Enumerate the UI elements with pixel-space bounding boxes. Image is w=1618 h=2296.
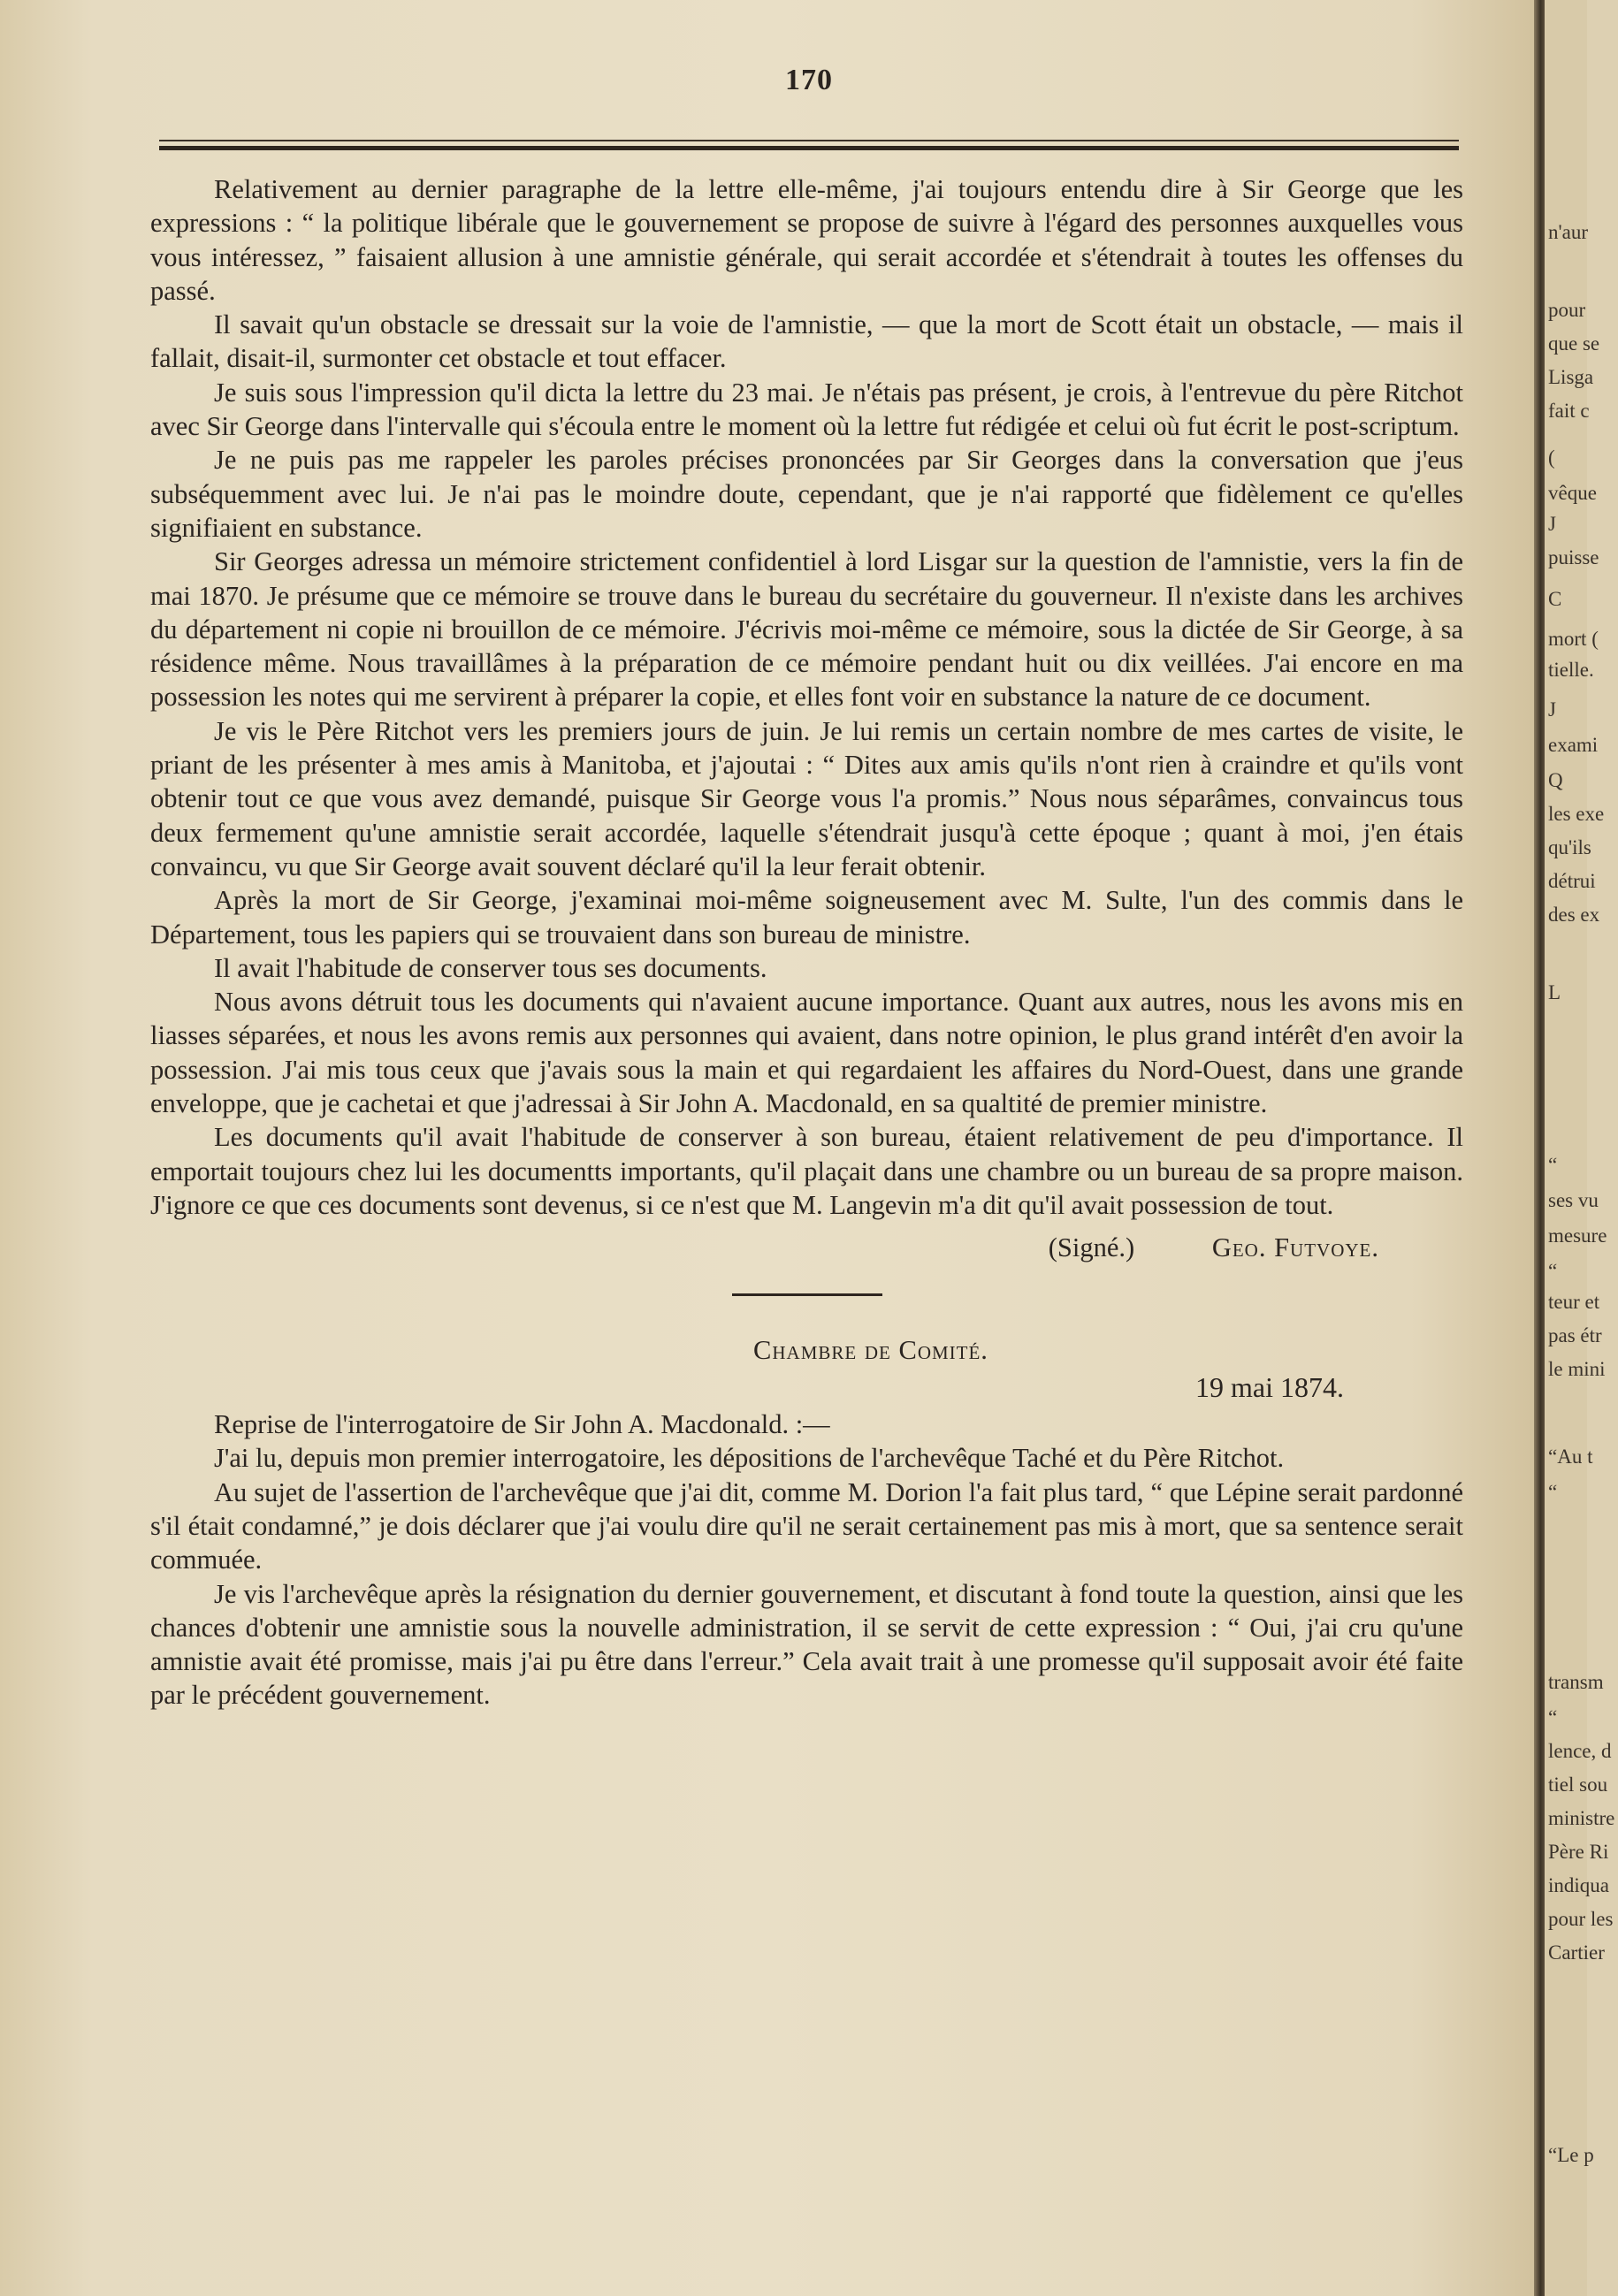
adjacent-fragment: teur et bbox=[1548, 1291, 1600, 1313]
adjacent-fragment: n'aur bbox=[1548, 221, 1589, 243]
adjacent-fragment: puisse bbox=[1548, 546, 1599, 568]
adjacent-fragment: que se bbox=[1548, 332, 1600, 355]
adjacent-fragment: Q bbox=[1548, 769, 1563, 791]
adjacent-fragment: le mini bbox=[1548, 1358, 1606, 1380]
adjacent-fragment: mort ( bbox=[1548, 628, 1599, 650]
adjacent-fragment: qu'ils bbox=[1548, 836, 1591, 858]
adjacent-fragment: lence, d bbox=[1548, 1740, 1612, 1762]
adjacent-fragment: pour bbox=[1548, 299, 1586, 321]
adjacent-fragment: ministre bbox=[1548, 1807, 1615, 1829]
paragraph: Les documents qu'il avait l'habitude de conserver à son bureau, étaient relativement de peu d'importance. Il emportait toujours chez lui les documentts importants, qu'il plaçait dans une chambre ou un bureau de sa propre maison. J'ignore ce que ces documents sont devenus, si ce n'est que M. Langevin m'a dit qu'il avait possession de tout. bbox=[150, 1122, 1463, 1220]
body-text bbox=[150, 172, 1463, 1712]
adjacent-fragment: vêque bbox=[1548, 482, 1597, 504]
adjacent-fragment: ( bbox=[1548, 446, 1555, 469]
adjacent-fragment: tielle. bbox=[1548, 659, 1594, 681]
section-heading: Chambre de Comité. bbox=[753, 1334, 988, 1365]
adjacent-fragment: tiel sou bbox=[1548, 1773, 1608, 1796]
page-number: 170 bbox=[785, 64, 833, 96]
header-rule-top bbox=[159, 140, 1459, 141]
adjacent-fragment: des ex bbox=[1548, 904, 1600, 926]
paragraph: Sir Georges adressa un mémoire strictement confidentiel à lord Lisgar sur la question de l'amnistie, vers la fin de mai 1870. Je présume que ce mémoire se trouve dans le bureau du secrétaire du gouverneur. Il n'existe dans les archives du département ni copie ni brouillon de ce mémoire. J'écrivis moi-même ce mémoire, sous la dictée de Sir George, à sa résidence même. Nous travaillâmes à la préparation de ce mémoire pendant huit ou dix veillées. J'ai encore en ma possession les notes qui me servirent à préparer la copie, et elles font voir en substance la nature de ce document. bbox=[150, 546, 1463, 713]
adjacent-page-edge bbox=[1545, 0, 1615, 2296]
adjacent-fragment: indiqua bbox=[1548, 1874, 1609, 1896]
adjacent-fragment: J bbox=[1548, 698, 1556, 721]
paragraph: Je suis sous l'impression qu'il dicta la lettre du 23 mai. Je n'étais pas présent, je crois, à l'entrevue du père Ritchot avec Sir George dans l'intervalle qui s'écoula entre le moment où la lettre fut rédigée et celui où fut écrit le post-scriptum. bbox=[150, 377, 1463, 442]
adjacent-fragment: les exe bbox=[1548, 803, 1605, 825]
paragraph: Relativement au dernier paragraphe de la lettre elle-même, j'ai toujours entendu dire à Sir George que les expressions : “ la politique libérale que le gouvernement se propose de suivre à l'égard des personnes auxquelles vous vous intéressez, ” faisaient allusion à une amnistie générale, qui serait accordée et s'étendrait à toutes les offenses du passé. bbox=[150, 174, 1463, 306]
paragraph: Il savait qu'un obstacle se dressait sur la voie de l'amnistie, — que la mort de Scott était un obstacle, — mais il fallait, disait-il, surmonter cet obstacle et tout effacer. bbox=[150, 309, 1463, 374]
section-divider bbox=[732, 1293, 882, 1296]
adjacent-fragment: J bbox=[1548, 513, 1556, 535]
paragraph: Nous avons détruit tous les documents qui n'avaient aucune importance. Quant aux autres, nous les avons mis en liasses séparées, et nous les avons remis aux personnes qui avaient, dans notre opinion, le plus grand intérêt d'en avoir la possession. J'ai mis tous ceux que j'avais sous la main et qui regardaient les affaires du Nord-Ouest, dans une grande enveloppe, que je cachetai et que j'adressai à Sir John A. Macdonald, en sa qualtité de premier ministre. bbox=[150, 987, 1463, 1119]
adjacent-fragment: “ bbox=[1548, 1260, 1558, 1282]
adjacent-fragment: “ bbox=[1548, 1154, 1558, 1176]
paragraph: Je vis l'archevêque après la résignation du dernier gouvernement, et discutant à fond toute la question, ainsi que les chances d'obtenir une amnistie sous la nouvelle administration, il se servit de cette expression : “ Oui, j'ai cru qu'une amnistie avait été promisse, mais j'ai pu être dans l'erreur.” Cela avait trait à une promesse qu'il supposait avoir été faite par le précédent gouvernement. bbox=[150, 1578, 1463, 1711]
adjacent-fragment: “Au t bbox=[1548, 1445, 1593, 1468]
adjacent-fragment: Lisga bbox=[1548, 366, 1594, 388]
adjacent-fragment: transm bbox=[1548, 1671, 1604, 1693]
adjacent-fragment: “Le p bbox=[1548, 2144, 1594, 2166]
paragraph: J'ai lu, depuis mon premier interrogatoire, les dépositions de l'archevêque Taché et du Père Ritchot. bbox=[214, 1443, 1285, 1474]
adjacent-fragment: ses vu bbox=[1548, 1189, 1599, 1211]
paragraph: Je vis le Père Ritchot vers les premiers jours de juin. Je lui remis un certain nombre de mes cartes de visite, le priant de les présenter à mes amis à Manitoba, et j'ajoutai : “ Dites aux amis qu'ils n'ont rien à craindre et qu'ils vont obtenir tout ce que vous avez demandé, puisque Sir George vous l'a promis.” Nous nous séparâmes, convaincus tous deux fermement qu'une amnistie serait accordée, laquelle s'étendrait jusqu'à cette époque ; quant à moi, j'en étais convaincu, vu que Sir George avait souvent déclaré qu'il la leur ferait obtenir. bbox=[150, 715, 1463, 881]
paragraph: Il avait l'habitude de conserver tous ses documents. bbox=[214, 952, 767, 983]
adjacent-fragment: “ bbox=[1548, 1706, 1558, 1728]
paragraph: Au sujet de l'assertion de l'archevêque que j'ai dit, comme M. Dorion l'a fait plus tard, “ que Lépine serait pardonné s'il était condamné,” je dois déclarer que j'ai voulu dire qu'il ne serait certainement pas mis à mort, que sa sentence serait commuée. bbox=[150, 1476, 1463, 1575]
adjacent-fragment: Père Ri bbox=[1548, 1841, 1609, 1863]
adjacent-fragment: pour les bbox=[1548, 1908, 1614, 1930]
adjacent-fragment: exami bbox=[1548, 734, 1599, 756]
book-gutter bbox=[1534, 0, 1545, 2296]
paragraph: Je ne puis pas me rappeler les paroles précises prononcées par Sir Georges dans la conversation que j'eus subséquemment avec lui. Je n'ai pas le moindre doute, cependant, que je n'ai rapporté que fidèlement ce qu'elles signifiaient en substance. bbox=[150, 445, 1463, 543]
adjacent-fragment: détrui bbox=[1548, 870, 1596, 892]
adjacent-fragment: L bbox=[1548, 981, 1561, 1003]
adjacent-fragment: pas étr bbox=[1548, 1324, 1602, 1346]
adjacent-fragment: mesure bbox=[1548, 1224, 1607, 1247]
signature-name: Geo. Futvoye. bbox=[1211, 1232, 1379, 1263]
header-rule-bottom bbox=[159, 146, 1459, 150]
section-date: 19 mai 1874. bbox=[1195, 1370, 1344, 1403]
paragraph: Reprise de l'interrogatoire de Sir John A. Macdonald. :— bbox=[214, 1409, 830, 1440]
adjacent-fragment: Cartier bbox=[1548, 1941, 1605, 1964]
adjacent-fragment: fait c bbox=[1548, 400, 1590, 422]
adjacent-fragment: “ bbox=[1548, 1481, 1558, 1503]
adjacent-fragment: C bbox=[1548, 588, 1562, 610]
signature-label: (Signé.) bbox=[1048, 1232, 1135, 1263]
signature-line bbox=[150, 1231, 1463, 1264]
paragraph: Après la mort de Sir George, j'examinai moi-même soigneusement avec M. Sulte, l'un des commis dans le Département, tous les papiers qui se trouvaient dans son bureau de ministre. bbox=[150, 885, 1463, 950]
